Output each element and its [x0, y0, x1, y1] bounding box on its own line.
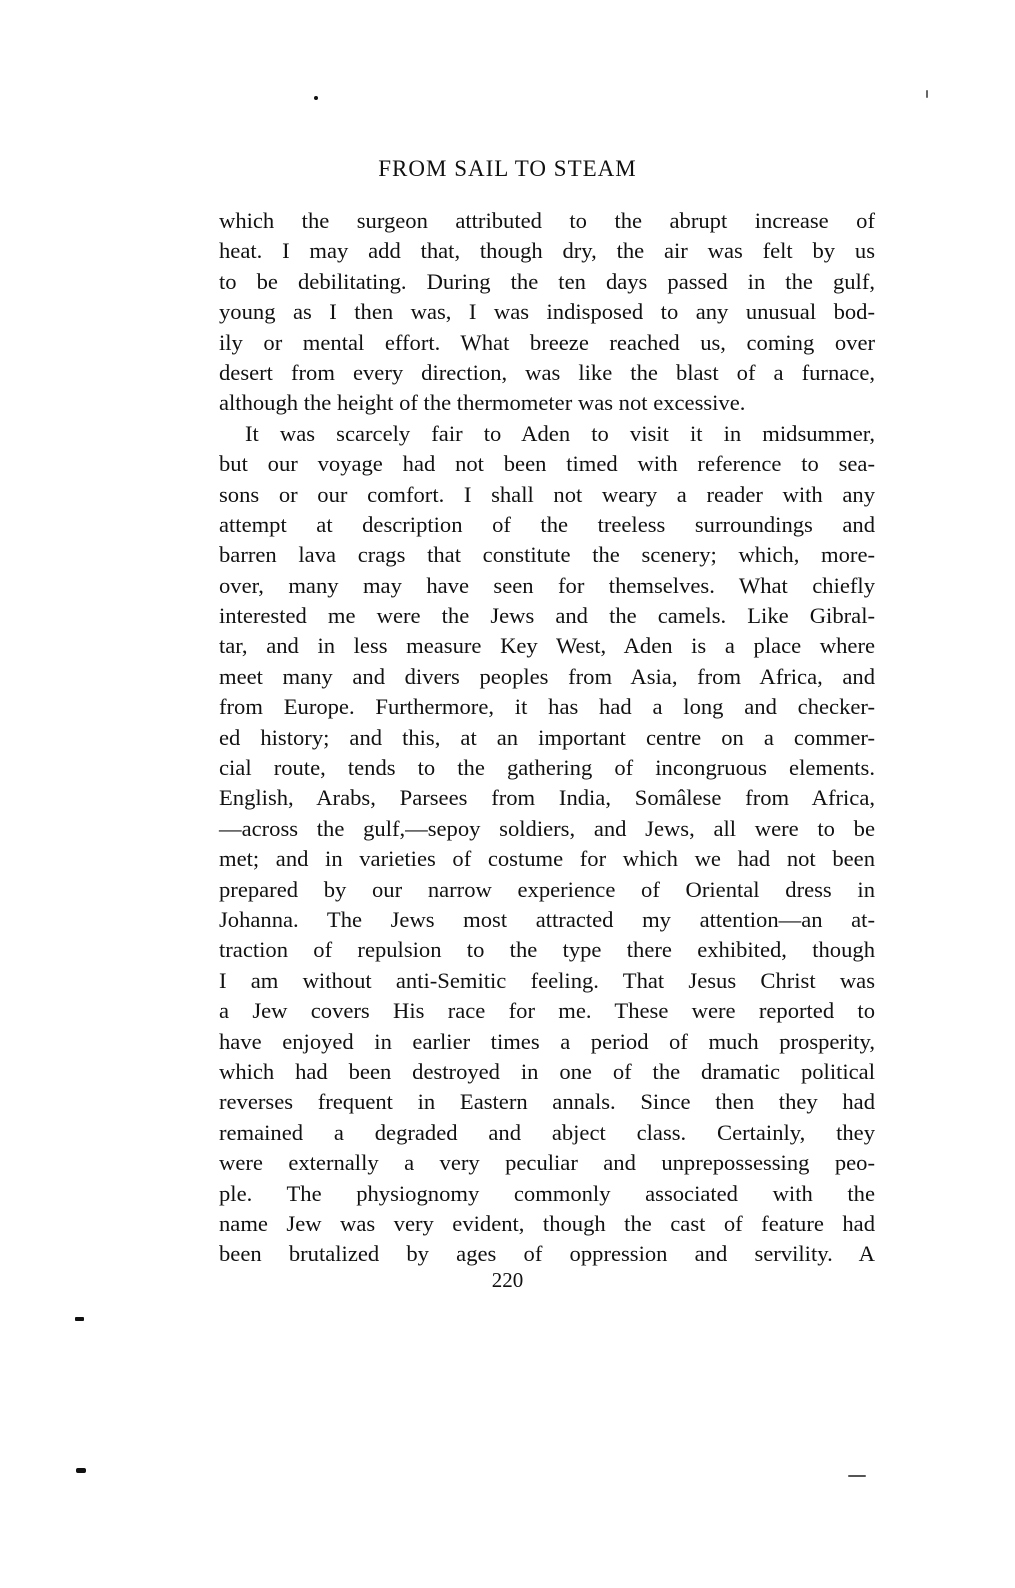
- scan-speck: [926, 90, 928, 98]
- text-line: sons or our comfort. I shall not weary a reader with any: [219, 481, 875, 507]
- text-line: tar, and in less measure Key West, Aden is a place where: [219, 633, 875, 659]
- text-line: —across the gulf,—sepoy soldiers, and Jews, all were to be: [219, 815, 875, 841]
- scan-speck: [76, 1468, 86, 1473]
- text-line: Johanna. The Jews most attracted my attention—an at-: [219, 906, 875, 932]
- text-line: from Europe. Furthermore, it has had a long and checker-: [219, 694, 875, 720]
- text-line: which had been destroyed in one of the dramatic political: [219, 1058, 875, 1084]
- page-number: 220: [491, 1268, 524, 1292]
- scan-speck: [314, 96, 318, 100]
- text-line: name Jew was very evident, though the cast of feature had: [219, 1210, 875, 1236]
- text-line: been brutalized by ages of oppression and servility. A: [219, 1241, 875, 1267]
- text-line: barren lava crags that constitute the scenery; which, more-: [219, 542, 875, 568]
- text-line: were externally a very peculiar and unprepossessing peo-: [219, 1150, 875, 1176]
- scan-speck: [75, 1317, 84, 1321]
- text-line: ily or mental effort. What breeze reached us, coming over: [219, 329, 875, 355]
- text-line: reverses frequent in Eastern annals. Since then they had: [219, 1089, 875, 1115]
- text-line: ed history; and this, at an important centre on a commer-: [219, 724, 875, 750]
- text-line: remained a degraded and abject class. Certainly, they: [219, 1119, 875, 1145]
- text-line: but our voyage had not been timed with reference to sea-: [219, 451, 875, 477]
- text-line: attempt at description of the treeless surroundings and: [219, 511, 875, 537]
- paragraph-start-line: It was scarcely fair to Aden to visit it in midsummer,: [245, 420, 875, 446]
- text-line: desert from every direction, was like the blast of a furnace,: [219, 359, 875, 385]
- text-line: cial route, tends to the gathering of incongruous elements.: [219, 755, 875, 781]
- text-line: met; and in varieties of costume for which we had not been: [219, 846, 875, 872]
- text-line: a Jew covers His race for me. These were reported to: [219, 998, 875, 1024]
- text-line: ple. The physiognomy commonly associated with the: [219, 1180, 875, 1206]
- text-line: which the surgeon attributed to the abrupt increase of: [219, 208, 875, 233]
- text-line: young as I then was, I was indisposed to any unusual bod-: [219, 299, 875, 325]
- text-line: to be debilitating. During the ten days passed in the gulf,: [219, 268, 875, 294]
- text-line: have enjoyed in earlier times a period of much prosperity,: [219, 1028, 875, 1054]
- scan-speck: [848, 1475, 866, 1477]
- text-line: meet many and divers peoples from Asia, from Africa, and: [219, 663, 875, 689]
- text-line: although the height of the thermometer was not excessive.: [219, 390, 746, 416]
- text-line: heat. I may add that, though dry, the air was felt by us: [219, 238, 875, 264]
- text-line: over, many may have seen for themselves. What chiefly: [219, 572, 875, 598]
- body-text: [219, 206, 875, 1270]
- text-line: I am without anti-Semitic feeling. That Jesus Christ was: [219, 967, 875, 993]
- text-line: prepared by our narrow experience of Oriental dress in: [219, 876, 875, 902]
- text-line: English, Arabs, Parsees from India, Somâlese from Africa,: [219, 785, 875, 811]
- text-line: traction of repulsion to the type there exhibited, though: [219, 937, 875, 963]
- running-head: FROM SAIL TO STEAM: [378, 156, 637, 181]
- text-line: interested me were the Jews and the camels. Like Gibral-: [219, 603, 875, 629]
